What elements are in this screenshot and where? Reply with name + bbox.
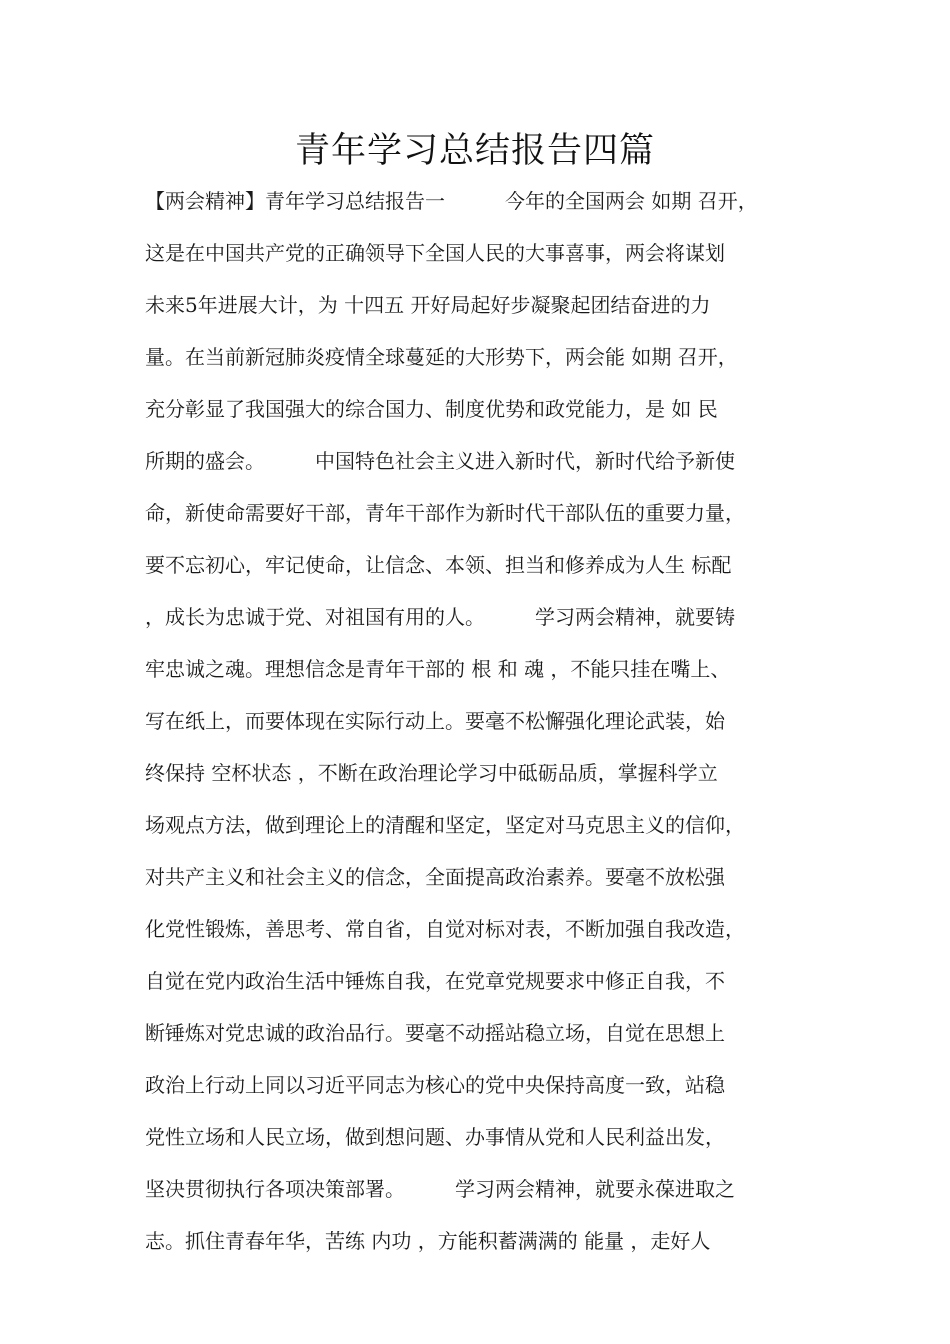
body-line: 政治上行动上同以习近平同志为核心的党中央保持高度一致，站稳: [145, 1073, 725, 1097]
body-line: 命，新使命需要好干部，青年干部作为新时代干部队伍的重要力量，: [145, 501, 745, 525]
body-line: 未来5年进展大计，为 十四五 开好局起好步凝聚起团结奋进的力: [145, 293, 711, 317]
body-line: 量。在当前新冠肺炎疫情全球蔓延的大形势下，两会能 如期 召开，: [145, 345, 738, 369]
body-line: 对共产主义和社会主义的信念，全面提高政治素养。要毫不放松强: [145, 865, 725, 889]
body-line: 写在纸上，而要体现在实际行动上。要毫不松懈强化理论武装，始: [145, 709, 725, 733]
body-line: 这是在中国共产党的正确领导下全国人民的大事喜事，两会将谋划: [145, 241, 725, 265]
document-body: [145, 182, 825, 1274]
body-line: 充分彰显了我国强大的综合国力、制度优势和政党能力，是 如 民: [145, 397, 718, 421]
document-title: 青年学习总结报告四篇: [294, 131, 655, 171]
body-line: 断锤炼对党忠诚的政治品行。要毫不动摇站稳立场，自觉在思想上: [145, 1021, 725, 1045]
body-line: 所期的盛会。 中国特色社会主义进入新时代，新时代给予新使: [145, 449, 735, 473]
body-line: 自觉在党内政治生活中锤炼自我，在党章党规要求中修正自我，不: [145, 969, 725, 993]
body-line: 化党性锻炼，善思考、常自省，自觉对标对表，不断加强自我改造，: [145, 917, 745, 941]
body-line: 终保持 空杯状态 ，不断在政治理论学习中砥砺品质，掌握科学立: [145, 761, 718, 785]
body-line: 要不忘初心，牢记使命，让信念、本领、担当和修养成为人生 标配: [145, 553, 732, 577]
body-line: 牢忠诚之魂。理想信念是青年干部的 根 和 魂 ，不能只挂在嘴上、: [145, 657, 731, 681]
body-line: 党性立场和人民立场，做到想问题、办事情从党和人民利益出发，: [145, 1125, 725, 1149]
body-line: 场观点方法，做到理论上的清醒和坚定，坚定对马克思主义的信仰，: [145, 813, 745, 837]
body-line: 坚决贯彻执行各项决策部署。 学习两会精神，就要永葆进取之: [145, 1177, 735, 1201]
body-line: ，成长为忠诚于党、对祖国有用的人。 学习两会精神，就要铸: [145, 605, 735, 629]
body-line: 志。抓住青春年华，苦练 内功 ，方能积蓄满满的 能量 ，走好人: [145, 1229, 711, 1253]
body-line: 【两会精神】青年学习总结报告一 今年的全国两会 如期 召开，: [145, 189, 758, 213]
